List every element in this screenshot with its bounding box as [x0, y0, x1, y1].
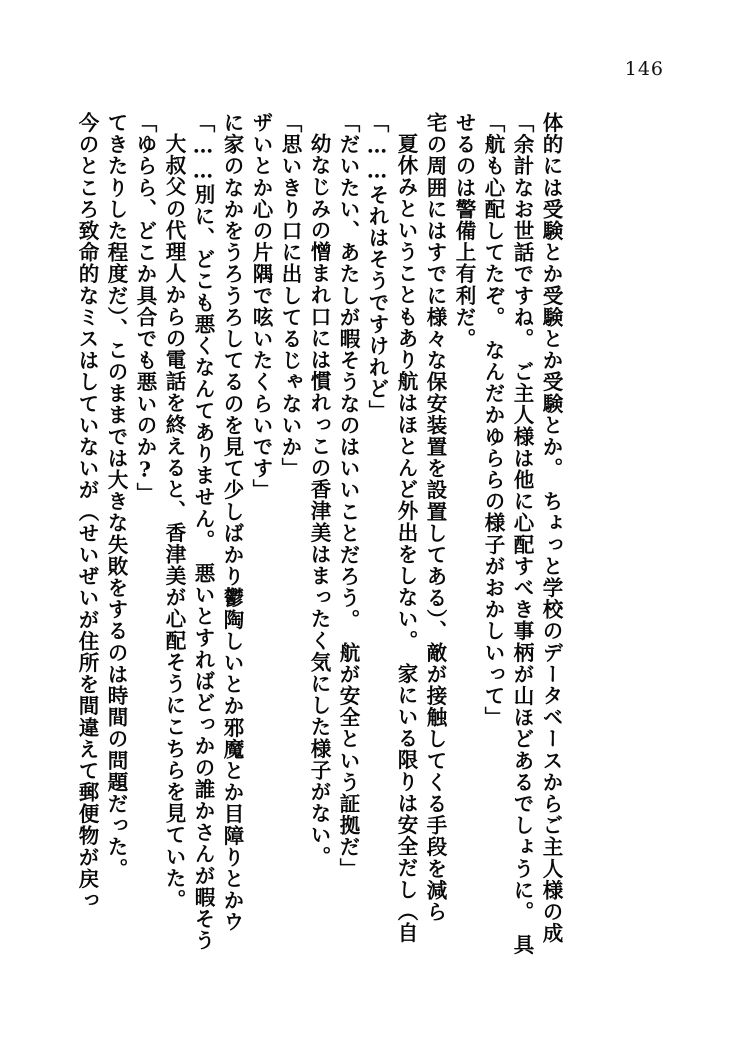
text-column: 「だいたい、あたしが暇そうなのはいいことだろう。 航が安全という証拠だ」 — [336, 112, 360, 880]
vertical-text-body — [68, 112, 668, 972]
text-column: 大叔父の代理人からの電話を終えると、香津美が心配そうにこちらを見ていた。 — [162, 133, 186, 911]
text-column: 体的には受験とか受験とか受験とか。 ちょっと学校のデータベースからご主人様の成 — [539, 112, 563, 945]
text-column: 「航も心配してたぞ。 なんだかゆららの様子がおかしいって」 — [481, 112, 505, 729]
text-column: 夏休みということもあり航はほとんど外出をしない。 家にいる限りは安全だし（自 — [394, 133, 418, 944]
text-column: 今のところ致命的なミスはしていないが（せいぜいが住所を間違えて郵便物が戻っ — [75, 112, 99, 912]
text-column: に家のなかをうろうろしてるのを見て少しばかり鬱陶しいとか邪魔とか目障りとかウ — [220, 112, 244, 933]
text-column: 「思いきり口に出してるじゃないか」 — [278, 112, 302, 480]
text-column: ザいとか心の片隅で呟いたくらいです」 — [249, 112, 273, 501]
text-column: 「……別に、どこも悪くなんてありません。 悪いとすればどっかの誰かさんが暇そう — [191, 112, 215, 952]
text-column: 幼なじみの憎まれ口には慣れっこの香津美はまったく気にした様子がない。 — [307, 133, 331, 868]
text-column: 「……それはそうですけれど」 — [365, 112, 389, 422]
text-column: せるのは警備上有利だ。 — [452, 112, 476, 350]
page-number: 146 — [624, 58, 664, 80]
text-column: てきたりした程度だ）、このままでは大きな失敗をするのは時間の問題だった。 — [104, 112, 128, 880]
text-column: 「ゆらら、どこか具合でも悪いのか?」 — [133, 112, 157, 505]
text-column: 「余計なお世話ですね。 ご主人様は他に心配すべき事柄が山ほどあるでしょうに。 具 — [510, 112, 534, 956]
text-column: 宅の周囲にはすでに様々な保安装置を設置してある）、敵が接触してくる手段を減ら — [423, 112, 447, 923]
